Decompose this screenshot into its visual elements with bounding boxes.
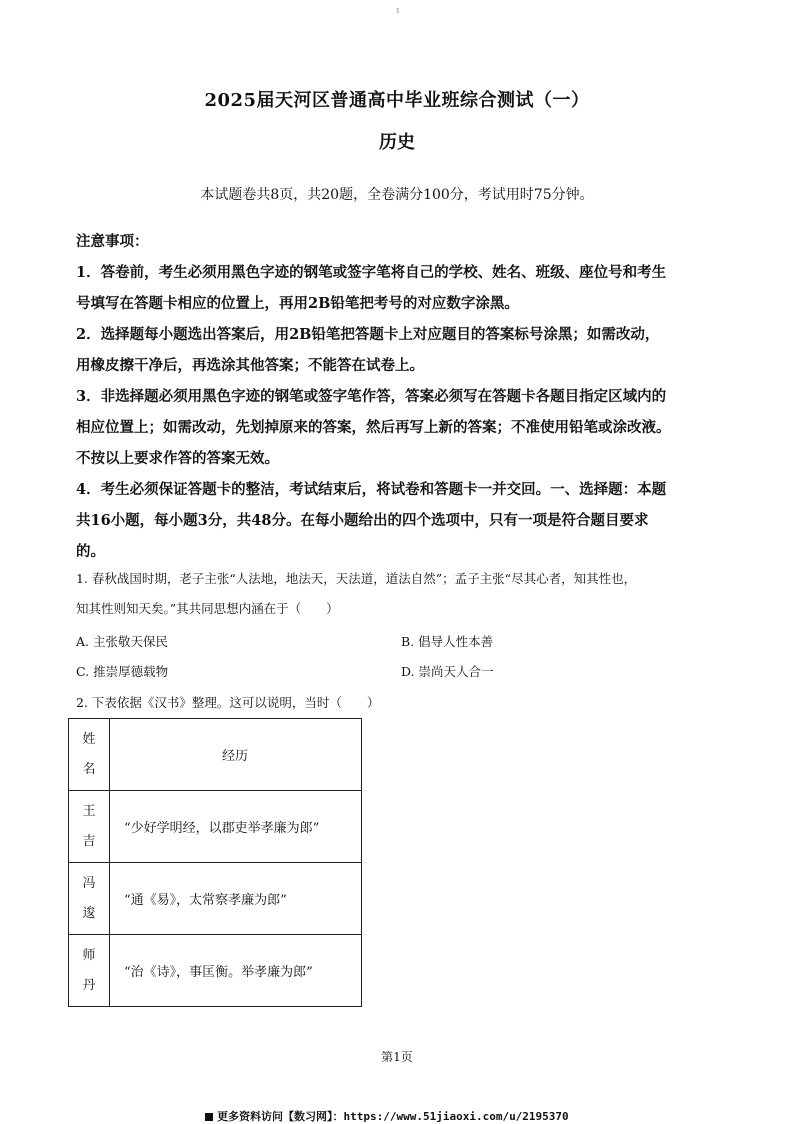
table-cell-name <box>69 935 110 1007</box>
question-line: 知其性则知天矣。”其共同思想内涵在于（ ） <box>76 601 339 616</box>
notes-line: 1．答卷前，考生必须用黑色字迹的钢笔或签字笔将自己的学校、姓名、班级、座位号和考生 <box>76 264 667 281</box>
name-char: 吉 <box>82 833 96 849</box>
page-number: 第1页 <box>381 1050 413 1064</box>
table-cell-exp: “治《诗》，事匡衡。举孝廉为郎” <box>110 935 362 1007</box>
table-cell-exp: “通《易》，太常察孝廉为郎” <box>110 863 362 935</box>
table-header-name <box>69 719 110 791</box>
header-char: 姓 <box>82 731 96 747</box>
notes-line: 2．选择题每小题选出答案后，用2B铅笔把答题卡上对应题目的答案标号涂黑；如需改动， <box>76 326 660 343</box>
footer-link-text[interactable]: 更多资料访问【数习网】：https://www.51jiaoxi.com/u/2195370 <box>217 1110 569 1123</box>
question-2-stem: 2. 下表依据《汉书》整理。这可以说明，当时（ ） <box>76 695 380 710</box>
flag-icon <box>205 1113 213 1121</box>
table-cell-name <box>69 791 110 863</box>
question-1-options <box>76 626 726 686</box>
table-header-exp: 经历 <box>110 719 362 791</box>
name-char: 师 <box>82 947 96 963</box>
name-char: 王 <box>82 803 96 819</box>
header-char: 名 <box>82 761 96 777</box>
page-top-mark: 1 <box>396 8 400 15</box>
notes-heading: 注意事项： <box>76 233 149 250</box>
question-line: 1. 春秋战国时期，老子主张“人法地，地法天，天法道，道法自然”；孟子主张“尽其心者，知其性也， <box>76 571 637 586</box>
question-1-stem <box>76 564 726 624</box>
notes-line: 4．考生必须保证答题卡的整洁，考试结束后，将试卷和答题卡一并交回。一、选择题：本题 <box>76 481 667 498</box>
history-table <box>68 718 362 1007</box>
notes-line: 不按以上要求作答的答案无效。 <box>76 450 279 467</box>
exam-intro: 本试题卷共8页，共20题，全卷满分100分，考试用时75分钟。 <box>200 187 594 203</box>
exam-subject: 历史 <box>379 132 415 153</box>
name-char: 丹 <box>82 977 96 993</box>
notes-line: 3．非选择题必须用黑色字迹的钢笔或签字笔作答，答案必须写在答题卡各题目指定区域内的 <box>76 388 667 405</box>
notes-line: 相应位置上；如需改动，先划掉原来的答案，然后再写上新的答案；不准使用铅笔或涂改液。 <box>76 419 671 436</box>
table-row <box>69 935 362 1007</box>
notes-section <box>76 226 726 567</box>
option-d[interactable]: D. 崇尚天人合一 <box>401 664 494 679</box>
notes-line: 的。 <box>76 543 105 560</box>
name-char: 冯 <box>82 875 96 891</box>
table-cell-exp: “少好学明经，以郡吏举孝廉为郎” <box>110 791 362 863</box>
footer-link[interactable] <box>205 1108 569 1124</box>
option-c[interactable]: C. 推崇厚德载物 <box>76 664 169 679</box>
notes-line: 号填写在答题卡相应的位置上，再用2B铅笔把考号的对应数字涂黑。 <box>76 295 519 312</box>
exam-title: 2025届天河区普通高中毕业班综合测试（一） <box>204 90 590 111</box>
table-row <box>69 863 362 935</box>
name-char: 逡 <box>82 905 96 921</box>
option-a[interactable]: A. 主张敬天保民 <box>76 634 168 649</box>
option-b[interactable]: B. 倡导人性本善 <box>401 634 494 649</box>
table-header-row <box>69 719 362 791</box>
notes-line: 共16小题，每小题3分，共48分。在每小题给出的四个选项中，只有一项是符合题目要求 <box>76 512 649 529</box>
table-row <box>69 791 362 863</box>
notes-line: 用橡皮擦干净后，再选涂其他答案；不能答在试卷上。 <box>76 357 424 374</box>
table-cell-name <box>69 863 110 935</box>
